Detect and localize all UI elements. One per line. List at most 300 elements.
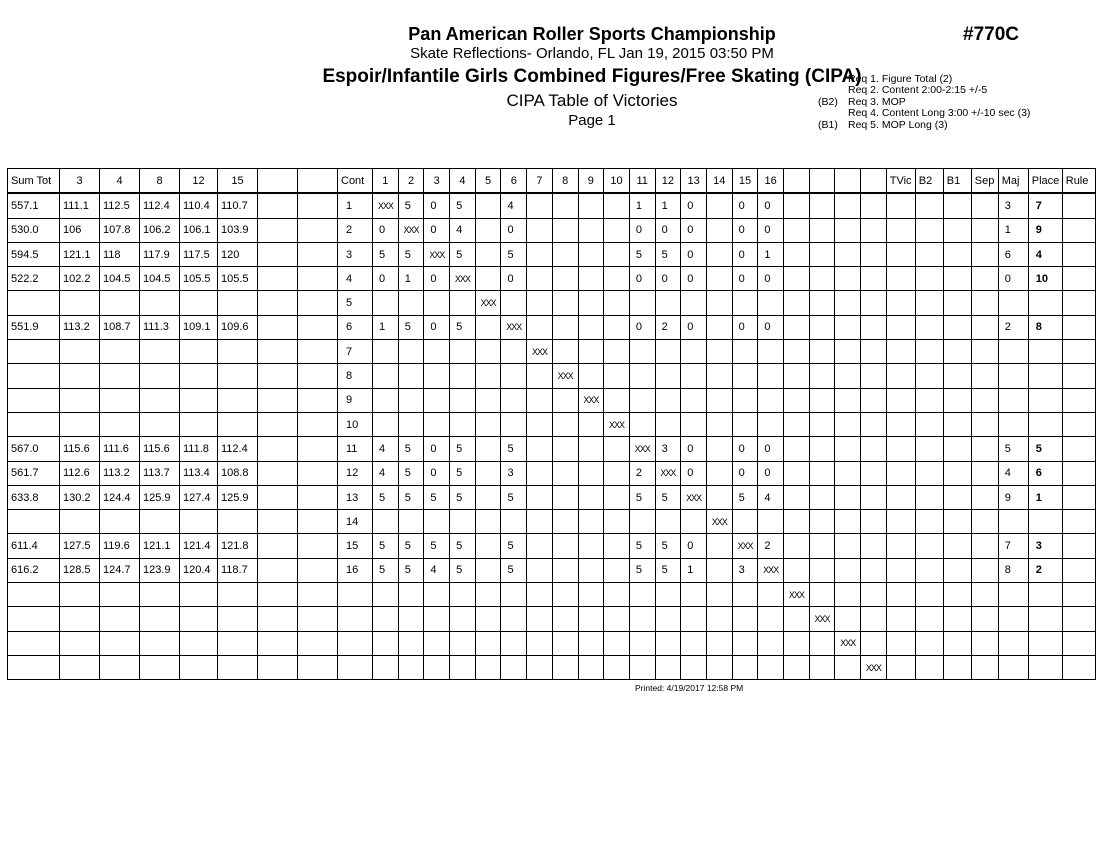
victory-cell: 5 bbox=[450, 437, 476, 461]
victory-cell bbox=[758, 655, 784, 679]
column-header: 2 bbox=[398, 169, 424, 194]
sep-cell bbox=[971, 242, 998, 266]
victory-cell bbox=[835, 607, 861, 631]
table-row bbox=[8, 364, 1096, 388]
victory-cell: 4 bbox=[501, 193, 527, 218]
score-cell bbox=[258, 558, 298, 582]
column-header: 6 bbox=[501, 169, 527, 194]
rule-cell bbox=[1062, 340, 1095, 364]
majority-cell bbox=[998, 583, 1028, 607]
tvic-cell bbox=[886, 267, 915, 291]
victory-cell: 4 bbox=[373, 437, 399, 461]
table-row bbox=[8, 631, 1096, 655]
score-cell: 105.5 bbox=[218, 267, 258, 291]
majority-cell bbox=[998, 631, 1028, 655]
contestant-number: 7 bbox=[338, 340, 373, 364]
place-cell: 3 bbox=[1028, 534, 1062, 558]
victory-cell: 5 bbox=[629, 534, 655, 558]
victory-cell bbox=[732, 340, 758, 364]
victory-cell: 5 bbox=[450, 485, 476, 509]
score-cell bbox=[298, 534, 338, 558]
victory-cell bbox=[604, 364, 630, 388]
victory-cell bbox=[758, 291, 784, 315]
score-cell bbox=[60, 607, 100, 631]
victory-cell: 5 bbox=[398, 193, 424, 218]
table-row bbox=[8, 437, 1096, 461]
victory-cell bbox=[475, 388, 501, 412]
victory-cell bbox=[475, 655, 501, 679]
score-cell bbox=[218, 655, 258, 679]
place-cell bbox=[1028, 607, 1062, 631]
victory-cell bbox=[398, 412, 424, 436]
victory-cell bbox=[475, 364, 501, 388]
victory-cell bbox=[501, 583, 527, 607]
victory-cell bbox=[501, 412, 527, 436]
column-header bbox=[298, 169, 338, 194]
rule-cell bbox=[1062, 607, 1095, 631]
score-cell bbox=[298, 388, 338, 412]
victory-cell bbox=[527, 558, 553, 582]
score-cell bbox=[258, 510, 298, 534]
self-cell-mark: XXX bbox=[758, 558, 784, 582]
contestant-number: 5 bbox=[338, 291, 373, 315]
victory-cell bbox=[732, 655, 758, 679]
score-cell: 119.6 bbox=[100, 534, 140, 558]
sum-total-cell bbox=[8, 340, 60, 364]
victory-cell bbox=[629, 583, 655, 607]
victory-cell bbox=[835, 583, 861, 607]
victory-cell: 5 bbox=[501, 485, 527, 509]
victory-cell bbox=[681, 583, 707, 607]
victory-cell bbox=[604, 437, 630, 461]
victory-cell bbox=[373, 607, 399, 631]
victory-cell bbox=[706, 583, 732, 607]
victory-cell bbox=[604, 631, 630, 655]
score-cell bbox=[298, 291, 338, 315]
victory-cell bbox=[784, 412, 810, 436]
victory-cell bbox=[809, 267, 835, 291]
score-cell: 128.5 bbox=[60, 558, 100, 582]
victory-cell: 5 bbox=[629, 242, 655, 266]
victory-cell: 2 bbox=[655, 315, 681, 339]
column-header: 15 bbox=[218, 169, 258, 194]
majority-cell bbox=[998, 340, 1028, 364]
score-cell bbox=[298, 412, 338, 436]
victory-cell bbox=[681, 412, 707, 436]
table-row bbox=[8, 412, 1096, 436]
score-cell: 108.8 bbox=[218, 461, 258, 485]
victory-cell bbox=[450, 510, 476, 534]
victory-cell bbox=[552, 437, 578, 461]
rule-cell bbox=[1062, 655, 1095, 679]
score-cell bbox=[258, 340, 298, 364]
victory-cell bbox=[732, 388, 758, 412]
victory-cell bbox=[706, 412, 732, 436]
b2-cell bbox=[915, 461, 943, 485]
victory-cell bbox=[604, 218, 630, 242]
place-cell bbox=[1028, 388, 1062, 412]
sep-cell bbox=[971, 388, 998, 412]
victory-cell: 0 bbox=[424, 218, 450, 242]
victory-cell: 0 bbox=[758, 193, 784, 218]
score-cell bbox=[298, 583, 338, 607]
victory-cell: 5 bbox=[629, 558, 655, 582]
victory-cell bbox=[629, 655, 655, 679]
score-cell bbox=[100, 583, 140, 607]
victory-cell: 5 bbox=[655, 534, 681, 558]
victory-cell bbox=[706, 291, 732, 315]
victory-cell bbox=[784, 340, 810, 364]
score-cell bbox=[298, 315, 338, 339]
contestant-number: 11 bbox=[338, 437, 373, 461]
victory-cell bbox=[424, 655, 450, 679]
victory-cell bbox=[527, 218, 553, 242]
victory-cell bbox=[809, 388, 835, 412]
victory-cell bbox=[809, 193, 835, 218]
column-header: 8 bbox=[552, 169, 578, 194]
victory-cell: 2 bbox=[629, 461, 655, 485]
victory-cell bbox=[501, 291, 527, 315]
victory-cell bbox=[373, 340, 399, 364]
victory-cell bbox=[655, 340, 681, 364]
score-cell: 109.6 bbox=[218, 315, 258, 339]
score-cell bbox=[218, 510, 258, 534]
victory-cell bbox=[527, 193, 553, 218]
place-cell bbox=[1028, 655, 1062, 679]
tiebreak-code: (B2) bbox=[818, 95, 838, 108]
victory-cell bbox=[475, 412, 501, 436]
victory-cell bbox=[475, 510, 501, 534]
sum-total-cell bbox=[8, 607, 60, 631]
rule-cell bbox=[1062, 315, 1095, 339]
score-cell bbox=[258, 412, 298, 436]
score-cell: 124.4 bbox=[100, 485, 140, 509]
sum-total-cell: 567.0 bbox=[8, 437, 60, 461]
sum-total-cell bbox=[8, 388, 60, 412]
self-cell-mark: XXX bbox=[629, 437, 655, 461]
table-row bbox=[8, 510, 1096, 534]
victory-cell bbox=[784, 242, 810, 266]
victory-cell bbox=[501, 364, 527, 388]
score-cell bbox=[100, 388, 140, 412]
victory-cell bbox=[424, 631, 450, 655]
score-cell: 118 bbox=[100, 242, 140, 266]
victory-cell bbox=[424, 364, 450, 388]
b2-cell bbox=[915, 218, 943, 242]
requirement-item bbox=[818, 108, 1030, 119]
column-header: 3 bbox=[60, 169, 100, 194]
victory-cell bbox=[629, 510, 655, 534]
victory-cell bbox=[835, 510, 861, 534]
table-row bbox=[8, 291, 1096, 315]
victory-cell: 5 bbox=[398, 242, 424, 266]
victory-cell bbox=[527, 315, 553, 339]
score-cell bbox=[180, 388, 218, 412]
place-cell bbox=[1028, 510, 1062, 534]
column-header: Rule bbox=[1062, 169, 1095, 194]
column-header bbox=[835, 169, 861, 194]
victory-cell: 0 bbox=[501, 267, 527, 291]
column-header: 8 bbox=[140, 169, 180, 194]
victory-cell: 0 bbox=[424, 193, 450, 218]
victory-cell: 5 bbox=[629, 485, 655, 509]
victory-cell bbox=[655, 655, 681, 679]
b2-cell bbox=[915, 388, 943, 412]
score-cell: 125.9 bbox=[140, 485, 180, 509]
victory-cell bbox=[373, 631, 399, 655]
rule-cell bbox=[1062, 485, 1095, 509]
rule-cell bbox=[1062, 291, 1095, 315]
victory-cell bbox=[398, 364, 424, 388]
b1-cell bbox=[943, 510, 971, 534]
victory-cell bbox=[784, 364, 810, 388]
sum-total-cell: 522.2 bbox=[8, 267, 60, 291]
table-row bbox=[8, 461, 1096, 485]
score-cell: 112.5 bbox=[100, 193, 140, 218]
victory-cell bbox=[655, 607, 681, 631]
victory-cell bbox=[861, 412, 887, 436]
score-cell: 111.3 bbox=[140, 315, 180, 339]
column-header: 12 bbox=[180, 169, 218, 194]
victory-cell bbox=[681, 631, 707, 655]
victory-cell bbox=[681, 340, 707, 364]
column-header: 14 bbox=[706, 169, 732, 194]
victory-cell bbox=[450, 607, 476, 631]
b1-cell bbox=[943, 485, 971, 509]
victory-cell bbox=[527, 510, 553, 534]
majority-cell: 3 bbox=[998, 193, 1028, 218]
victory-cell bbox=[629, 388, 655, 412]
score-cell bbox=[60, 364, 100, 388]
b2-cell bbox=[915, 291, 943, 315]
victory-cell bbox=[732, 607, 758, 631]
victory-cell bbox=[450, 655, 476, 679]
victory-cell bbox=[578, 242, 604, 266]
sum-total-cell: 561.7 bbox=[8, 461, 60, 485]
table-row bbox=[8, 193, 1096, 218]
majority-cell: 0 bbox=[998, 267, 1028, 291]
victory-cell: 0 bbox=[758, 461, 784, 485]
victory-cell: 0 bbox=[629, 267, 655, 291]
victory-cell bbox=[758, 510, 784, 534]
victory-cell bbox=[835, 412, 861, 436]
victory-cell: 5 bbox=[450, 193, 476, 218]
victory-cell bbox=[578, 655, 604, 679]
score-cell: 121.1 bbox=[140, 534, 180, 558]
victory-cell bbox=[398, 340, 424, 364]
victory-cell: 0 bbox=[424, 267, 450, 291]
victory-cell bbox=[681, 388, 707, 412]
victory-cell: 0 bbox=[373, 218, 399, 242]
victory-cell bbox=[732, 364, 758, 388]
victory-cell bbox=[398, 655, 424, 679]
victory-cell bbox=[861, 534, 887, 558]
sep-cell bbox=[971, 193, 998, 218]
rule-cell bbox=[1062, 510, 1095, 534]
victory-cell bbox=[706, 315, 732, 339]
score-cell bbox=[298, 340, 338, 364]
victory-cell bbox=[861, 558, 887, 582]
victory-cell bbox=[450, 291, 476, 315]
victory-cell bbox=[861, 437, 887, 461]
score-cell bbox=[218, 412, 258, 436]
victory-cell bbox=[552, 340, 578, 364]
victory-cell bbox=[424, 291, 450, 315]
victory-cell bbox=[835, 193, 861, 218]
place-cell: 4 bbox=[1028, 242, 1062, 266]
victory-cell: 2 bbox=[758, 534, 784, 558]
contestant-number: 2 bbox=[338, 218, 373, 242]
score-cell: 121.1 bbox=[60, 242, 100, 266]
victory-cell: 5 bbox=[655, 485, 681, 509]
score-cell bbox=[298, 655, 338, 679]
self-cell-mark: XXX bbox=[373, 193, 399, 218]
victory-cell: 5 bbox=[501, 534, 527, 558]
victory-cell bbox=[450, 631, 476, 655]
victory-cell bbox=[784, 534, 810, 558]
victory-cell bbox=[552, 242, 578, 266]
score-cell bbox=[180, 655, 218, 679]
self-cell-mark: XXX bbox=[475, 291, 501, 315]
victory-cell: 4 bbox=[758, 485, 784, 509]
majority-cell bbox=[998, 291, 1028, 315]
score-cell bbox=[218, 364, 258, 388]
victory-cell bbox=[809, 534, 835, 558]
score-cell: 115.6 bbox=[140, 437, 180, 461]
score-cell bbox=[60, 388, 100, 412]
victory-cell bbox=[784, 655, 810, 679]
contestant-number: 9 bbox=[338, 388, 373, 412]
column-header: Sep bbox=[971, 169, 998, 194]
victory-cell bbox=[527, 485, 553, 509]
score-cell bbox=[140, 583, 180, 607]
score-cell bbox=[258, 242, 298, 266]
score-cell bbox=[180, 340, 218, 364]
victory-cell bbox=[450, 364, 476, 388]
victory-cell bbox=[861, 631, 887, 655]
score-cell bbox=[60, 510, 100, 534]
victory-cell bbox=[475, 218, 501, 242]
score-cell bbox=[60, 655, 100, 679]
b1-cell bbox=[943, 534, 971, 558]
victory-cell bbox=[552, 534, 578, 558]
victory-cell bbox=[706, 534, 732, 558]
victory-cell bbox=[706, 388, 732, 412]
victory-cell bbox=[527, 607, 553, 631]
score-cell: 123.9 bbox=[140, 558, 180, 582]
victory-cell bbox=[835, 461, 861, 485]
victory-cell bbox=[398, 510, 424, 534]
sep-cell bbox=[971, 364, 998, 388]
victory-cell bbox=[835, 340, 861, 364]
victory-cell bbox=[835, 485, 861, 509]
victory-cell bbox=[655, 291, 681, 315]
victory-cell bbox=[809, 437, 835, 461]
place-cell bbox=[1028, 412, 1062, 436]
score-cell bbox=[298, 364, 338, 388]
victory-cell bbox=[732, 412, 758, 436]
victory-cell bbox=[784, 267, 810, 291]
victory-cell bbox=[706, 267, 732, 291]
rule-cell bbox=[1062, 534, 1095, 558]
score-cell bbox=[140, 388, 180, 412]
score-cell: 106.1 bbox=[180, 218, 218, 242]
contestant-number: 10 bbox=[338, 412, 373, 436]
victory-cell bbox=[681, 291, 707, 315]
victory-cell bbox=[809, 340, 835, 364]
column-header: 16 bbox=[758, 169, 784, 194]
sum-total-cell bbox=[8, 655, 60, 679]
score-cell bbox=[100, 412, 140, 436]
contestant-number bbox=[338, 655, 373, 679]
victory-cell bbox=[552, 267, 578, 291]
rule-cell bbox=[1062, 412, 1095, 436]
table-row bbox=[8, 607, 1096, 631]
victory-cell: 3 bbox=[501, 461, 527, 485]
tvic-cell bbox=[886, 583, 915, 607]
victory-cell bbox=[629, 340, 655, 364]
victory-cell bbox=[861, 218, 887, 242]
score-cell bbox=[258, 534, 298, 558]
b1-cell bbox=[943, 558, 971, 582]
victory-cell bbox=[578, 291, 604, 315]
rule-cell bbox=[1062, 583, 1095, 607]
victory-cell: 1 bbox=[398, 267, 424, 291]
b2-cell bbox=[915, 364, 943, 388]
score-cell bbox=[140, 364, 180, 388]
b2-cell bbox=[915, 510, 943, 534]
place-cell bbox=[1028, 364, 1062, 388]
sep-cell bbox=[971, 315, 998, 339]
contestant-number bbox=[338, 631, 373, 655]
victory-cell: 0 bbox=[758, 315, 784, 339]
place-cell: 6 bbox=[1028, 461, 1062, 485]
rule-cell bbox=[1062, 461, 1095, 485]
victory-cell bbox=[706, 485, 732, 509]
tiebreak-code bbox=[818, 108, 848, 119]
victory-cell bbox=[784, 291, 810, 315]
victory-cell: 4 bbox=[373, 461, 399, 485]
victory-cell bbox=[578, 315, 604, 339]
score-cell bbox=[258, 583, 298, 607]
score-cell bbox=[298, 242, 338, 266]
score-cell: 104.5 bbox=[140, 267, 180, 291]
victory-cell: 0 bbox=[681, 315, 707, 339]
victory-cell: 0 bbox=[681, 193, 707, 218]
victory-cell: 0 bbox=[424, 461, 450, 485]
majority-cell: 6 bbox=[998, 242, 1028, 266]
tiebreak-code: (B1) bbox=[818, 118, 838, 131]
rule-cell bbox=[1062, 437, 1095, 461]
victory-cell bbox=[706, 242, 732, 266]
victory-cell bbox=[475, 607, 501, 631]
victory-cell: 0 bbox=[424, 315, 450, 339]
victory-cell bbox=[784, 315, 810, 339]
victory-cell bbox=[527, 461, 553, 485]
place-cell: 9 bbox=[1028, 218, 1062, 242]
victory-cell bbox=[732, 510, 758, 534]
score-cell bbox=[258, 291, 298, 315]
score-cell bbox=[218, 631, 258, 655]
table-row bbox=[8, 340, 1096, 364]
victory-cell bbox=[475, 315, 501, 339]
victory-cell: 0 bbox=[655, 218, 681, 242]
score-cell: 106 bbox=[60, 218, 100, 242]
victory-cell: 5 bbox=[373, 485, 399, 509]
b1-cell bbox=[943, 607, 971, 631]
victory-cell: 5 bbox=[398, 437, 424, 461]
b1-cell bbox=[943, 291, 971, 315]
